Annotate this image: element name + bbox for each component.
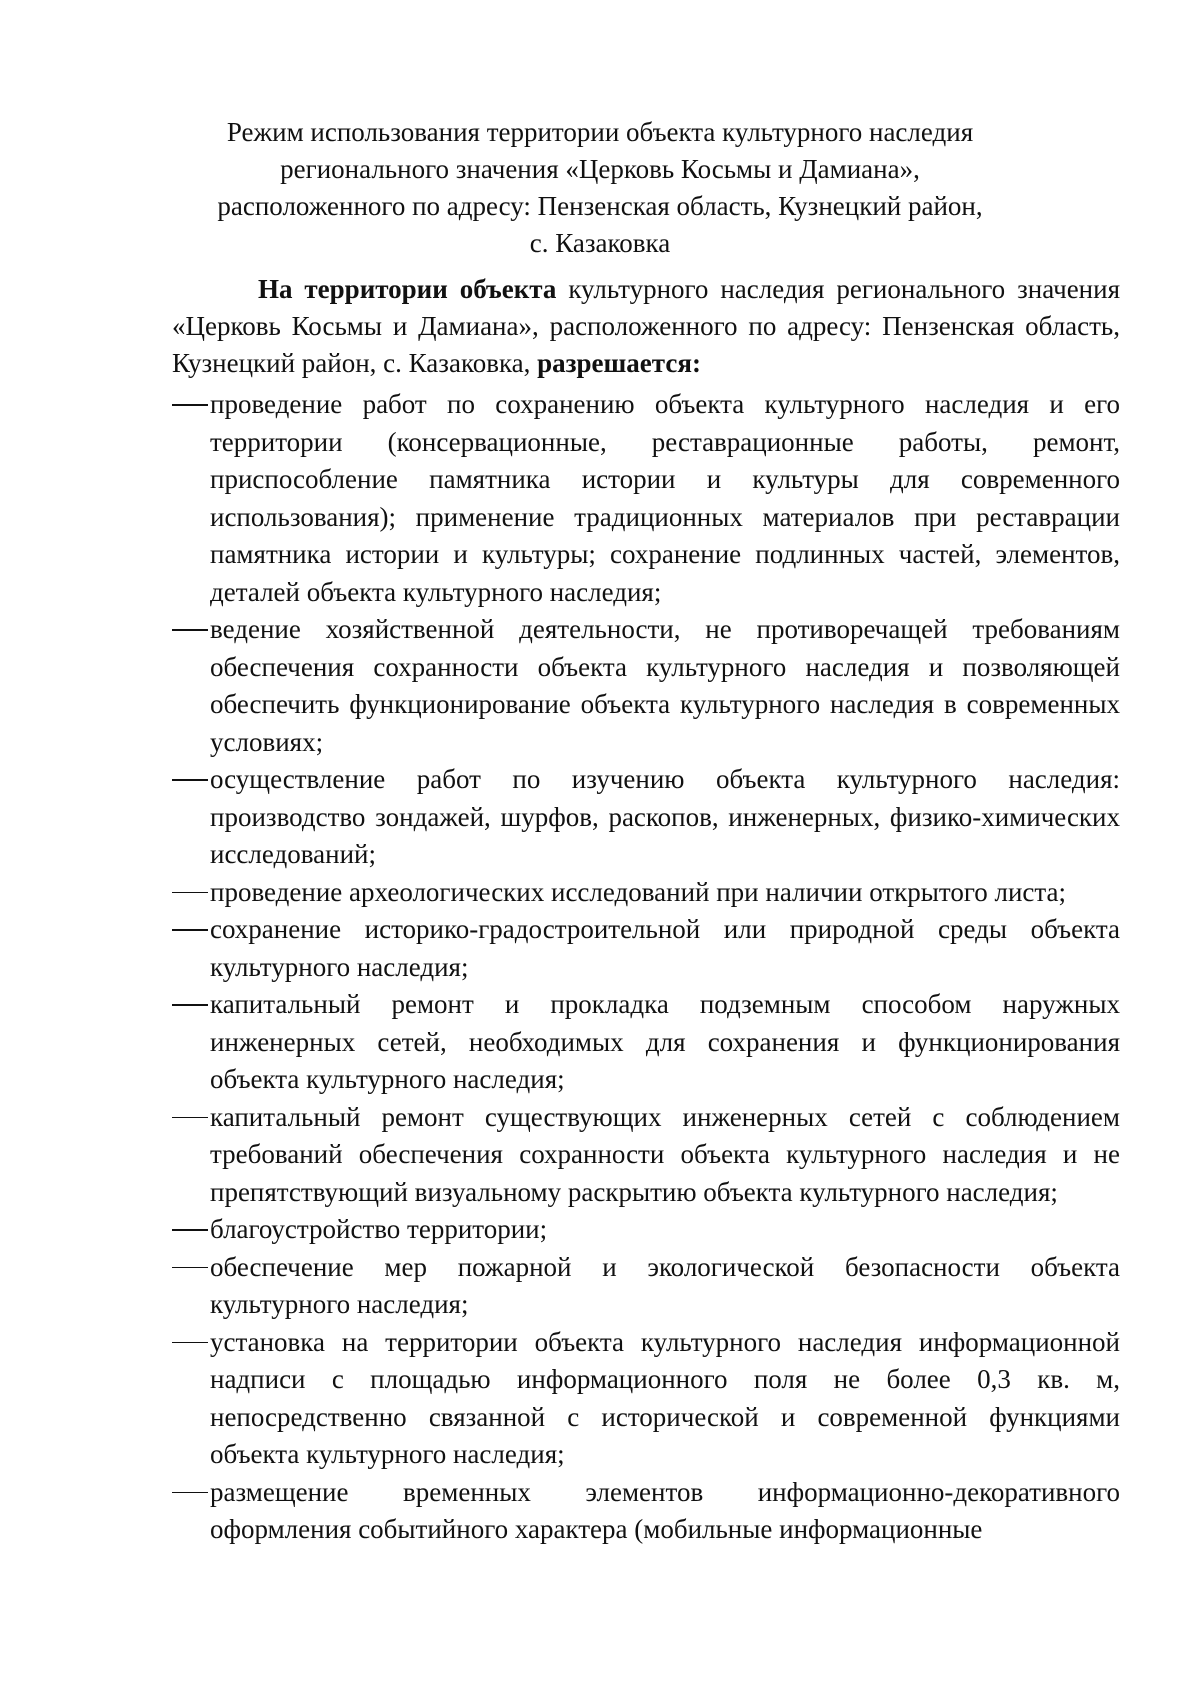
title-line: регионального значения «Церковь Косьмы и Дамиана», [280,154,920,184]
list-item [172,1211,1120,1249]
intro-text: культурного наследия регионального значения «Церковь Косьмы и Дамиана», расположенного по адресу: Пензенская область, Кузнецкий район, с. Казаковка, [172,274,1120,378]
list-item-text: благоустройство территории; [210,1214,548,1244]
list-item-text: сохранение историко-градостроительной или природной среды объекта культурного наследия; [210,914,1120,982]
list-item [172,761,1120,874]
title-line: расположенного по адресу: Пензенская область, Кузнецкий район, [217,191,983,221]
intro-bold-end: разрешается: [537,348,701,378]
intro-bold-start: На территории объекта [258,274,557,304]
intro-paragraph [172,271,1120,382]
list-item-text: капитальный ремонт и прокладка подземным способом наружных инженерных сетей, необходимых для сохранения и функционирования объекта культурного наследия; [210,989,1120,1094]
list-item-text: проведение археологических исследований при наличии открытого листа; [210,876,1067,907]
list-item [172,874,1120,912]
list-item [172,986,1120,1099]
list-item-text: проведение работ по сохранению объекта культурного наследия и его территории (консервационные, реставрационные работы, ремонт, приспособление памятника истории и культуры для современного использования); применение традиционных материалов при реставрации памятника истории и культуры; сохранение подлинных частей, элементов, деталей объекта культурного наследия; [210,389,1120,607]
list-item-text: установка на территории объекта культурного наследия информационной надписи с площадью информационного поля не более 0,3 кв. м, непосредственно связанной с исторической и современной функциями объекта культурного наследия; [210,1326,1120,1469]
list-item-text: обеспечение мер пожарной и экологической безопасности объекта культурного наследия; [210,1251,1120,1319]
list-item-text: осуществление работ по изучению объекта культурного наследия: производство зондажей, шурфов, раскопов, инженерных, физико-химических исследований; [210,764,1120,869]
document-title [170,114,1030,262]
list-item [172,1324,1120,1474]
list-item [172,1474,1120,1549]
list-item [172,386,1120,611]
list-item-text: капитальный ремонт существующих инженерных сетей с соблюдением требований обеспечения сохранности объекта культурного наследия и не препятствующий визуальному раскрытию объекта культурного наследия; [210,1101,1120,1207]
list-item [172,911,1120,986]
permitted-activities-list [172,386,1120,1549]
list-item [172,1249,1120,1324]
title-line: с. Казаковка [529,228,671,258]
list-item-text: размещение временных элементов информационно-декоративного оформления событийного характера (мобильные информационные [210,1476,1120,1544]
title-line: Режим использования территории объекта культурного наследия [226,117,974,147]
list-item-text: ведение хозяйственной деятельности, не противоречащей требованиям обеспечения сохранности объекта культурного наследия и позволяющей обеспечить функционирование объекта культурного наследия в современных условиях; [210,614,1120,757]
list-item [172,1099,1120,1212]
list-item [172,611,1120,761]
